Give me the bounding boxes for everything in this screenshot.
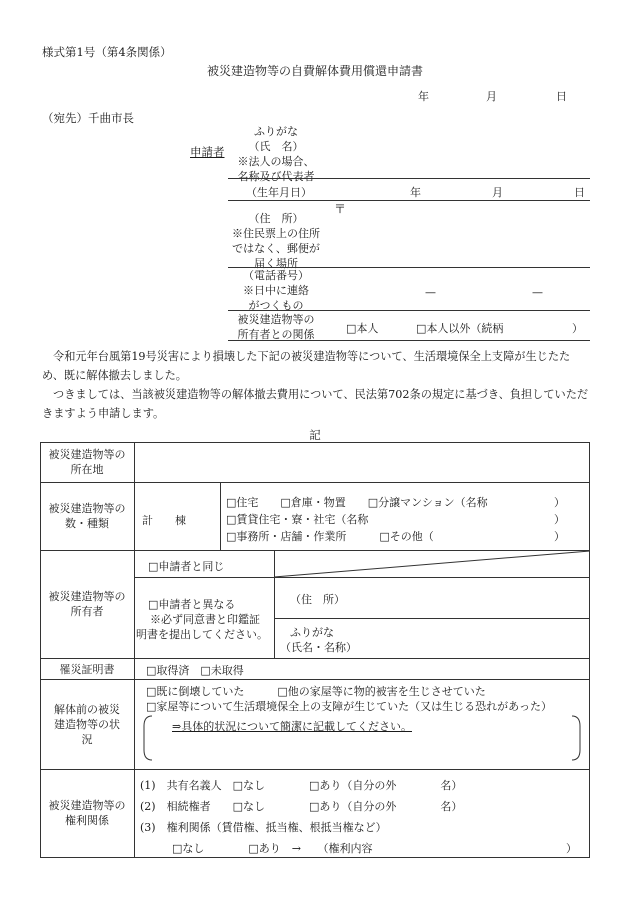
postal-mark: 〒 <box>334 202 347 216</box>
relation-self-checkbox[interactable]: □本人 <box>346 322 379 335</box>
building-count: 計 棟 <box>142 514 186 527</box>
birth-year: 年 <box>410 186 421 199</box>
phone-dash: — <box>532 286 543 299</box>
relation-label: 被災建造物等の 所有者との関係 <box>237 313 315 341</box>
type-options-line-2[interactable]: □賃貸住宅・寮・社宅（名称 <box>226 513 369 526</box>
row-divider <box>40 769 590 770</box>
row-divider <box>274 618 590 619</box>
type-options-line-3[interactable]: □事務所・店舗・作業所 □その他（ <box>226 530 434 543</box>
owner-diff-note-2: 明書を提出してください。 <box>136 628 268 641</box>
owner-diff-note-1: ※必ず同意書と印鑑証 <box>150 613 260 626</box>
status-label: 解体前の被災 建造物等の状 況 <box>54 703 120 746</box>
applicant-phone-label: （電話番号） ※日中に連絡 がつくもの <box>243 269 309 312</box>
bracket-close: ） <box>554 513 565 526</box>
applicant-divider <box>228 178 590 179</box>
ki-label: 記 <box>309 428 321 442</box>
row-divider <box>134 577 590 578</box>
row-divider <box>40 679 590 680</box>
form-title: 被災建造物等の自費解体費用償還申請書 <box>206 64 423 78</box>
bracket-close: ） <box>566 842 577 855</box>
date-day: 日 <box>556 90 567 103</box>
status-detail-note: ⇒具体的状況について簡潔に記載してください。 <box>172 720 412 733</box>
certificate-options[interactable]: □取得済 □未取得 <box>146 664 244 677</box>
rights-line-1[interactable]: (1) 共有名義人 □なし □あり（自分の外 名） <box>140 779 463 792</box>
location-label: 被災建造物等の 所在地 <box>48 448 126 476</box>
count-type-label: 被災建造物等の 数・種類 <box>48 502 126 530</box>
owner-furigana-label: ふりがな <box>290 626 334 639</box>
body-paragraph-1: 令和元年台風第19号災害により損壊した下記の被災建造物等について、生活環境保全上支障が生じたため、既に解体撤去しました。 <box>42 350 571 382</box>
status-options-line-1[interactable]: □既に倒壊していた □他の家屋等に物的被害を生じさせていた <box>146 685 486 698</box>
row-divider <box>40 658 590 659</box>
rights-line-2[interactable]: (2) 相続権者 □なし □あり（自分の外 名） <box>140 800 463 813</box>
applicant-divider <box>228 200 590 201</box>
cell-divider <box>220 482 221 550</box>
phone-dash: — <box>425 286 436 299</box>
rights-label: 被災建造物等の 権利関係 <box>48 799 126 827</box>
owner-name-label: （氏名・名称） <box>280 641 357 654</box>
birth-month: 月 <box>492 186 503 199</box>
form-number: 様式第1号（第4条関係） <box>42 45 172 59</box>
cell-divider <box>274 551 275 658</box>
birth-label: （生年月日） <box>246 186 312 199</box>
table-label-divider <box>134 442 135 858</box>
date-month: 月 <box>486 90 497 103</box>
applicant-divider <box>228 340 590 341</box>
rights-line-4[interactable]: □なし □あり → （権利内容 <box>172 842 373 855</box>
certificate-label: 罹災証明書 <box>59 663 115 676</box>
status-options-line-2[interactable]: □家屋等について生活環境保全上の支障が生じていた（又は生じる恐れがあった） <box>146 700 553 713</box>
bracket-close: ） <box>554 496 565 509</box>
applicant-divider <box>228 310 590 311</box>
addressee: （宛先）千曲市長 <box>42 111 134 125</box>
body-paragraph-2: つきましては、当該被災建造物等の解体撤去費用について、民法第702条の規定に基づき、負担していただきますよう申請します。 <box>42 388 589 420</box>
owner-same-checkbox[interactable]: □申請者と同じ <box>148 560 225 573</box>
applicant-address-label: （住 所） ※住民票上の住所 ではなく、郵便が 届く場所 <box>232 212 320 270</box>
relation-other-checkbox[interactable]: □本人以外（続柄 <box>416 322 504 335</box>
owner-diff-checkbox[interactable]: □申請者と異なる <box>148 598 236 611</box>
birth-day: 日 <box>574 186 585 199</box>
owner-address-label: （住 所） <box>290 593 345 606</box>
type-options-line-1[interactable]: □住宅 □倉庫・物置 □分譲マンション（名称 <box>226 496 488 509</box>
rights-line-3: (3) 権利関係（賃借権、抵当権、根抵当権など） <box>140 821 387 834</box>
row-divider <box>40 482 590 483</box>
owner-label: 被災建造物等の 所有者 <box>48 590 126 618</box>
applicant-name-label: ふりがな （氏 名） ※法人の場合、 名称及び代表者 <box>237 125 315 183</box>
relation-close: ） <box>572 322 583 335</box>
date-year: 年 <box>418 90 429 103</box>
diagonal-slash <box>274 551 590 578</box>
applicant-label: 申請者 <box>190 145 225 159</box>
bracket-close: ） <box>554 530 565 543</box>
